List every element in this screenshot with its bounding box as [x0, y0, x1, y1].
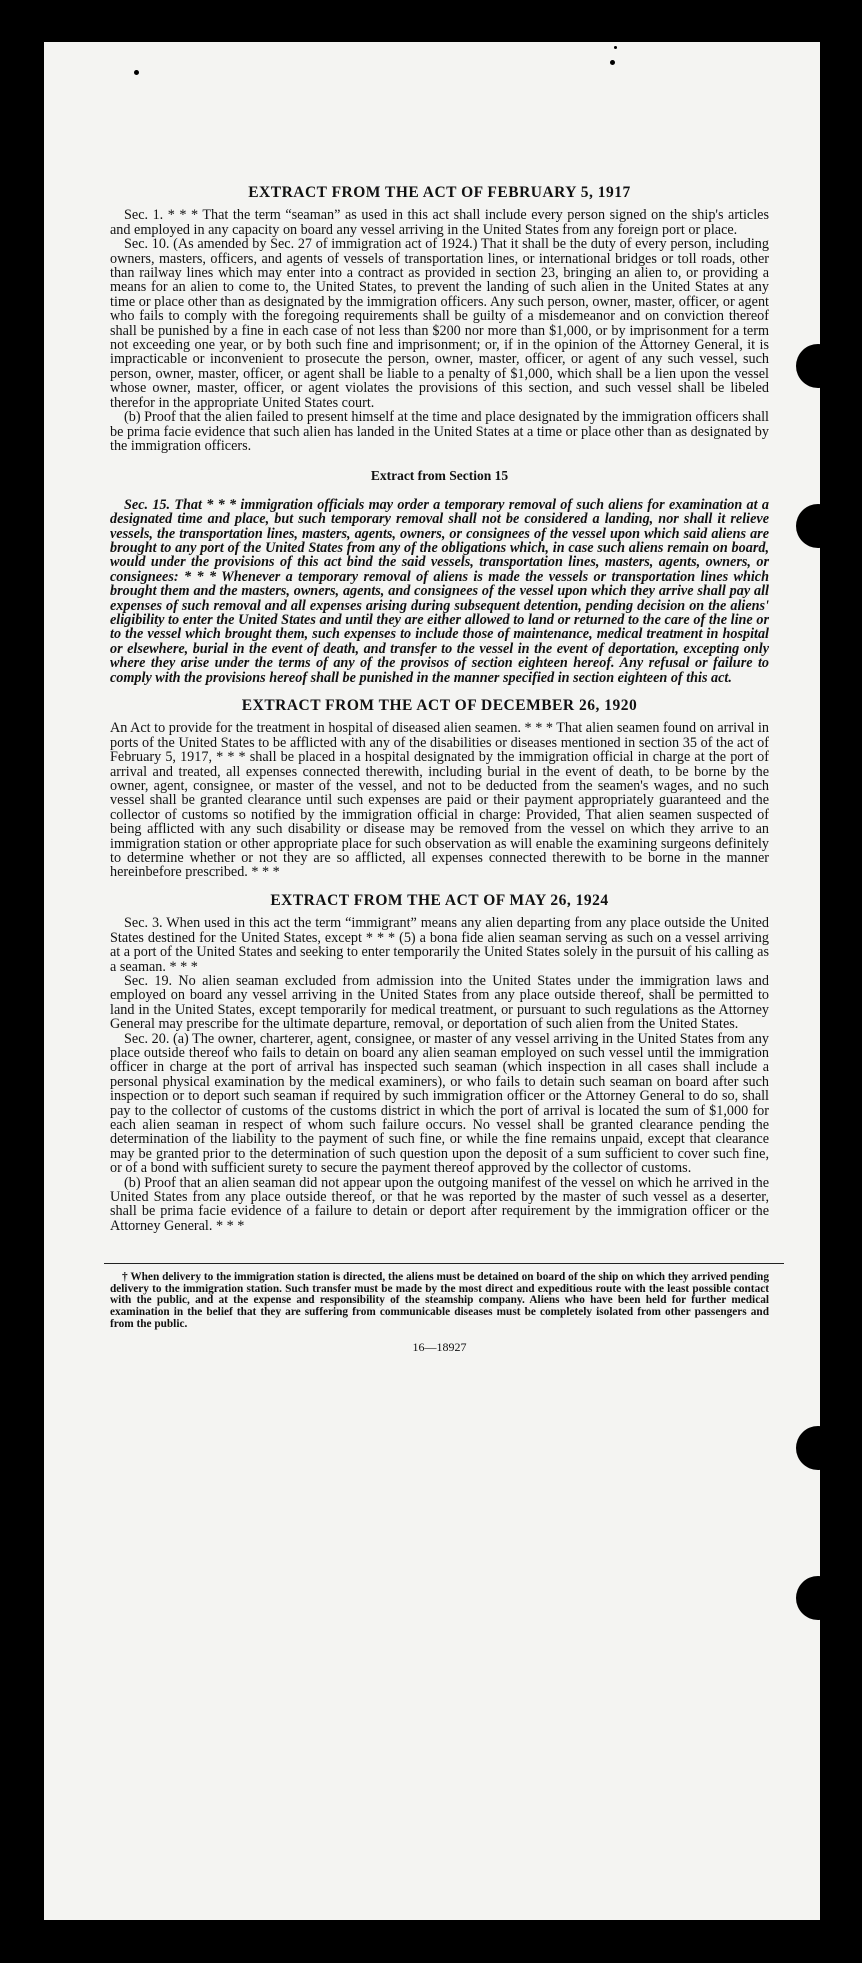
punch-hole	[796, 1576, 820, 1620]
section-subheading: Extract from Section 15	[370, 468, 509, 484]
punch-hole	[796, 344, 820, 388]
paragraph: Sec. 1. * * * That the term “seaman” as used in this act shall include every person signed on the ship's articles and employed in any capacity on board any vessel arriving in the United States from any foreign port or place.	[110, 207, 769, 238]
footnote: † When delivery to the immigration station is directed, the aliens must be detained on board of the ship on which they arrived pending delivery to the immigration station. Such transfer must be made by the most direct and expeditious route with the least possible contact with the public, and at the expense and responsibility of the steamship company. Aliens who have been held for further medical examination in the belief that they are suffering from communicable diseases must be completely isolated from other passengers and from the public.	[110, 1271, 769, 1330]
punch-hole	[796, 504, 820, 548]
page-folio: 16—18927	[412, 1340, 467, 1355]
footnote-divider	[104, 1263, 784, 1264]
paragraph: (b) Proof that an alien seaman did not appear upon the outgoing manifest of the vessel on which he arrived in the United States from any place outside thereof, or that he was reported by the master of such vessel as a deserter, shall be prima facie evidence of a failure to detain or deport after requirement by the immigration officer or the Attorney General. * * *	[110, 1174, 769, 1234]
paragraph: Sec. 20. (a) The owner, charterer, agent, consignee, or master of any vessel arriving in the United States from any place outside thereof who fails to detain on board any alien seaman employed on such vessel until the immigration officer in charge at the port of arrival has inspected such seaman (which inspection in all cases shall include a personal physical examination by the medical examiners), or who fails to detain such seaman on board after such inspection or to deport such seaman if required by such immigration officer or the Attorney General to do so, shall pay to the collector of customs of the customs district in which the port of arrival is located the sum of $1,000 for each alien seaman in respect of whom such failure occurs. No vessel shall be granted clearance pending the determination of the liability to the payment of such fine, or while the fine remains unpaid, except that clearance may be granted prior to the determination of such question upon the deposit of a sum sufficient to cover such fine, or of a bond with sufficient surety to secure the payment thereof approved by the collector of customs.	[110, 1030, 769, 1177]
paragraph: Sec. 10. (As amended by Sec. 27 of immigration act of 1924.) That it shall be the duty of every person, including owners, masters, officers, and agents of vessels of transportation lines, or international bridges or toll roads, other than railway lines which may enter into a contract as provided in section 23, bringing an alien to, or providing a means for an alien to come to, the United States, to prevent the landing of such alien in the United States at any time or place other than as designated by the immigration officers. Any such person, owner, master, officer, or agent who fails to comply with the foregoing requirements shall be guilty of a misdemeanor and on conviction thereof shall be punished by a fine in each case of not less than $200 nor more than $1,000, or by imprisonment for a term not exceeding one year, or by both such fine and imprisonment; or, if in the opinion of the Attorney General, it is impracticable or inconvenient to prosecute the person, owner, master, officer, or agent of any such vessel, such person, owner, master, officer, or agent shall be liable to a penalty of $1,000, which shall be a lien upon the vessel whose owner, master, officer, or agent violates the provisions of this section, and such vessel shall be libeled therefor in the appropriate United States court.	[110, 236, 769, 411]
paragraph: Sec. 3. When used in this act the term “immigrant” means any alien departing from any place outside the United States destined for the United States, except * * * (5) a bona fide alien seaman serving as such on a vessel arriving at a port of the United States and seeking to enter temporarily the United States solely in the pursuit of his calling as a seaman. * * *	[110, 915, 769, 975]
section-heading: EXTRACT FROM THE ACT OF DECEMBER 26, 1920	[241, 697, 638, 714]
paper-speck	[614, 46, 617, 49]
paper-speck	[610, 60, 615, 65]
paragraph: (b) Proof that the alien failed to present himself at the time and place designated by the immigration officers shall be prima facie evidence that such alien has landed in the United States at a time or place other than as designated by the immigration officers.	[110, 409, 769, 454]
paragraph: An Act to provide for the treatment in hospital of diseased alien seamen. * * * That alien seamen found on arrival in ports of the United States to be afflicted with any of the disabilities or diseases mentioned in section 35 of the act of February 5, 1917, * * * shall be placed in a hospital designated by the immigration official in charge at the port of arrival and treated, all expenses connected therewith, including burial in the event of death, to be borne by the owner, agent, consignee, or master of the vessel, and not to be deducted from the seamen's wages, and no such vessel shall be granted clearance until such expenses are paid or their payment appropriately guaranteed and the collector of customs so notified by the immigration official in charge: Provided, That alien seamen suspected of being afflicted with any such disability or disease may be removed from the vessel on which they arrive to an immigration station or other appropriate place for such observation as will enable the examining surgeons definitely to determine whether or not they are so afflicted, all expenses connected therewith to be borne in the manner hereinbefore prescribed. * * *	[110, 720, 769, 881]
paragraph: Sec. 19. No alien seaman excluded from admission into the United States under the immigration laws and employed on board any vessel arriving in the United States from any place outside thereof, shall be permitted to land in the United States, except temporarily for medical treatment, or pursuant to such regulations as the Attorney General may prescribe for the ultimate departure, removal, or deportation of such alien from the United States.	[110, 972, 769, 1033]
punch-hole	[796, 1426, 820, 1470]
document-page	[44, 42, 820, 1920]
section-heading: EXTRACT FROM THE ACT OF FEBRUARY 5, 1917	[248, 184, 631, 201]
italic-extract	[110, 498, 769, 685]
paper-speck	[134, 70, 139, 75]
section-heading: EXTRACT FROM THE ACT OF MAY 26, 1924	[270, 891, 609, 909]
paragraph: Sec. 15. That * * * immigration officials may order a temporary removal of such aliens for examination at a designated time and place, but such temporary removal shall not be considered a landing, nor shall it relieve vessels, the transportation lines, masters, agents, owners, or consignees of the vessel upon which said aliens are brought to any port of the United States from any of the obligations which, in case such aliens remain on board, would under the provisions of this act bind the said vessels, transportation lines, masters, agents, owners, or consignees: * * * Whenever a temporary removal of aliens is made the vessels or transportation lines which brought them and the masters, owners, agents, and consignees of the vessel upon which they arrive shall pay all expenses of such removal and all expenses arising during subsequent detention, pending decision on the aliens' eligibility to enter the United States and until they are either allowed to land or returned to the care of the line or to the vessel which brought them, such expenses to include those of maintenance, medical treatment in hospital or elsewhere, burial in the event of death, and transfer to the vessel in the event of deportation, excepting only where they arise under the terms of any of the provisos of section eighteen hereof. Any refusal or failure to comply with the provisions hereof shall be punished in the manner specified in section eighteen of this act.	[110, 496, 769, 686]
document-body	[110, 186, 769, 1355]
